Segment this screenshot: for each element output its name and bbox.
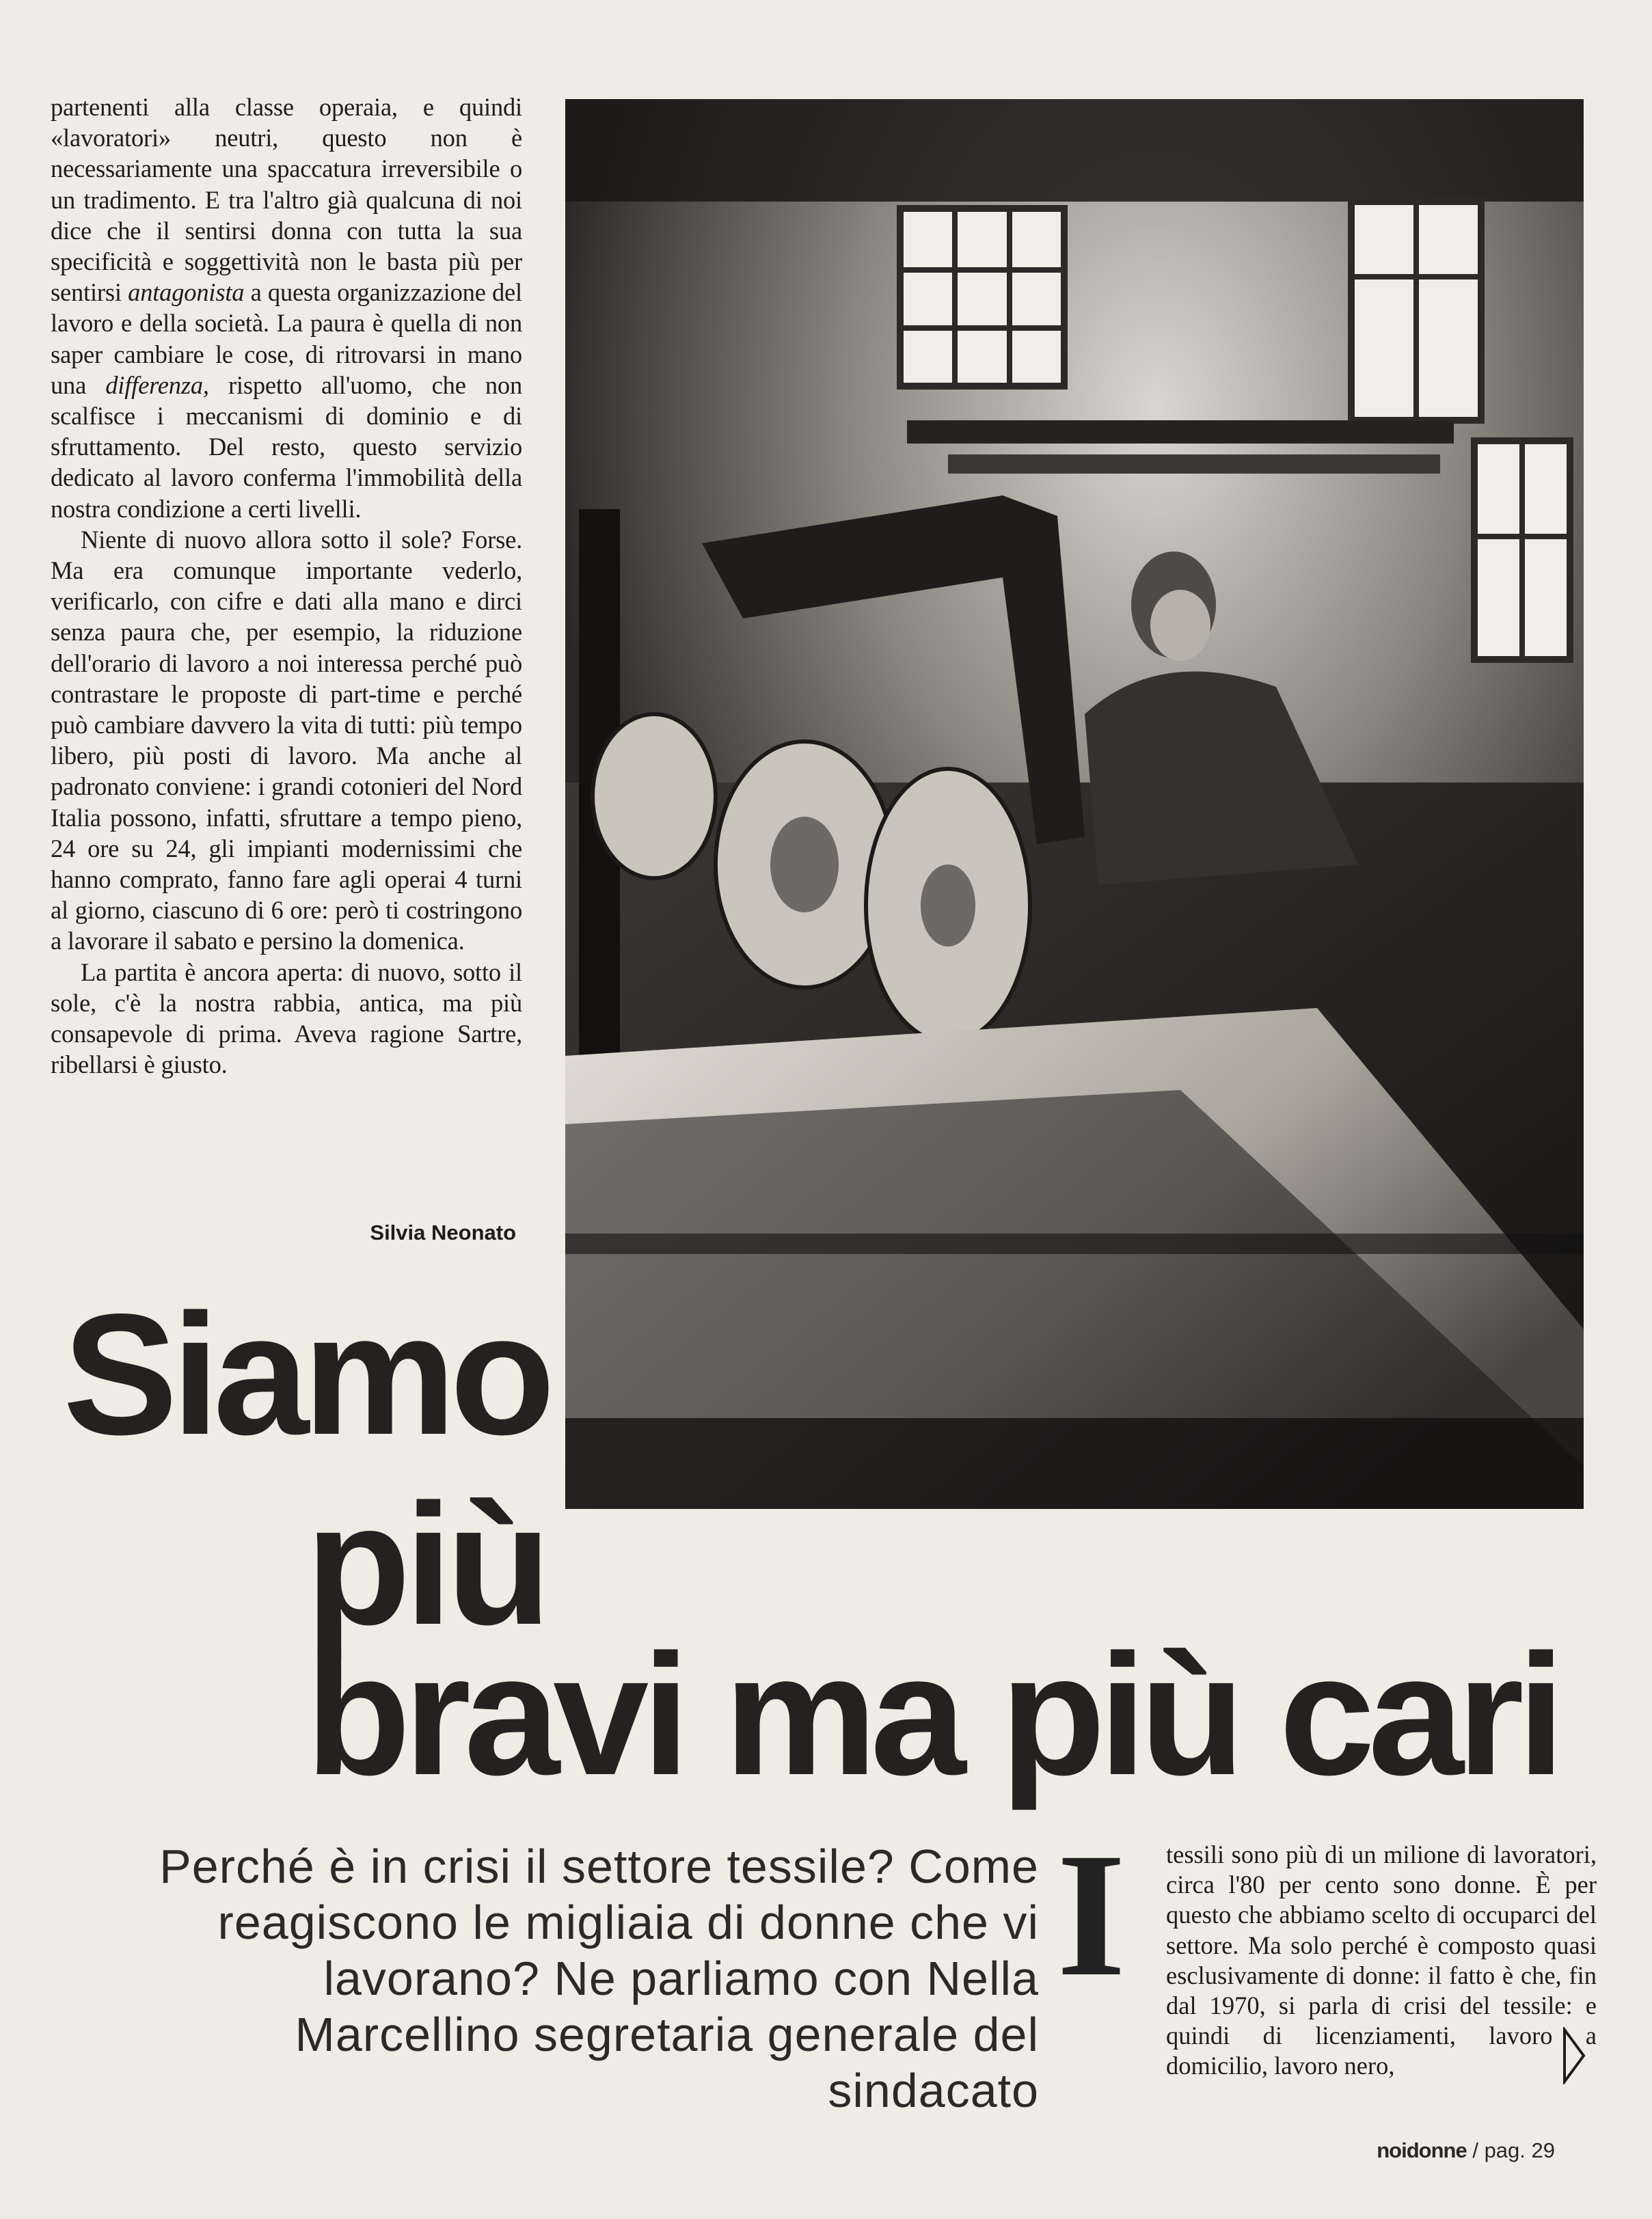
paragraph: partenenti alla classe operaia, e quindi «lavoratori» neutri, questo non è necessariamente una spaccatura irreversibile o un tradimento. E tra l'altro già qualcuna di noi dice che il sentirsi donna con tutta la sua specificità e soggettività non le basta più per sentirsi antagonista a questa organizzazione del lavoro e della società. La paura è quella di non saper cambiare le cose, di ritrovarsi in mano una differenza, rispetto all'uomo, che non scalfisce i meccanismi di dominio e di sfruttamento. Del resto, questo servizio dedicato al lavoro conferma l'immobilità della nostra condizione a certi livelli.	[51, 93, 522, 523]
page-footer	[1377, 2138, 1555, 2163]
page-number: pag. 29	[1484, 2138, 1555, 2162]
body-paragraph: tessili sono più di un milione di lavoratori, circa l'80 per cento sono donne. È per questo che abbiamo scelto di occuparci del settore. Ma solo perché è composto quasi esclusivamente di donne: il fatto è che, fin dal 1970, si parla di crisi del tessile: e quindi di licenziamenti, lavoro a domicilio, lavoro nero,	[1166, 1840, 1597, 2080]
textile-factory-photo	[565, 99, 1584, 1509]
photo-illustration	[565, 99, 1584, 1509]
article-deck: Perché è in crisi il settore tessile? Come reagiscono le migliaia di donne che vi lavorano? Ne parliamo con Nella Marcellino segretaria generale del sindacato	[159, 1840, 1039, 2117]
headline-line-2: più	[306, 1469, 545, 1661]
headline-line-1: Siamo	[63, 1279, 550, 1471]
paragraph: La partita è ancora aperta: di nuovo, sotto il sole, c'è la nostra rabbia, antica, ma più consapevole di prima. Aveva ragione Sartre, ribellarsi è giusto.	[51, 957, 522, 1079]
article-body	[1076, 1840, 1597, 2082]
author-signature: Silvia Neonato	[370, 1221, 516, 1244]
magazine-brand: noidonne	[1377, 2138, 1467, 2162]
headline-line-3: bravi ma più cari	[306, 1619, 1558, 1811]
left-column-text	[51, 92, 522, 1080]
continue-arrow-icon	[1562, 2027, 1586, 2084]
footer-separator: /	[1466, 2138, 1485, 2162]
drop-cap: I	[1057, 1816, 1126, 2013]
paragraph: Niente di nuovo allora sotto il sole? Forse. Ma era comunque importante vederlo, verificarlo, con cifre e dati alla mano e dirci senza paura che, per esempio, la riduzione dell'orario di lavoro a noi interessa perché può contrastare le proposte di part-time e perché può cambiare davvero la vita di tutti: più tempo libero, più posti di lavoro. Ma anche al padronato conviene: i grandi cotonieri del Nord Italia possono, infatti, sfruttare a tempo pieno, 24 ore su 24, gli impianti modernissimi che hanno comprato, fanno fare agli operai 4 turni al giorno, ciascuno di 6 ore: però ti costringono a lavorare il sabato e persino la domenica.	[51, 525, 522, 955]
